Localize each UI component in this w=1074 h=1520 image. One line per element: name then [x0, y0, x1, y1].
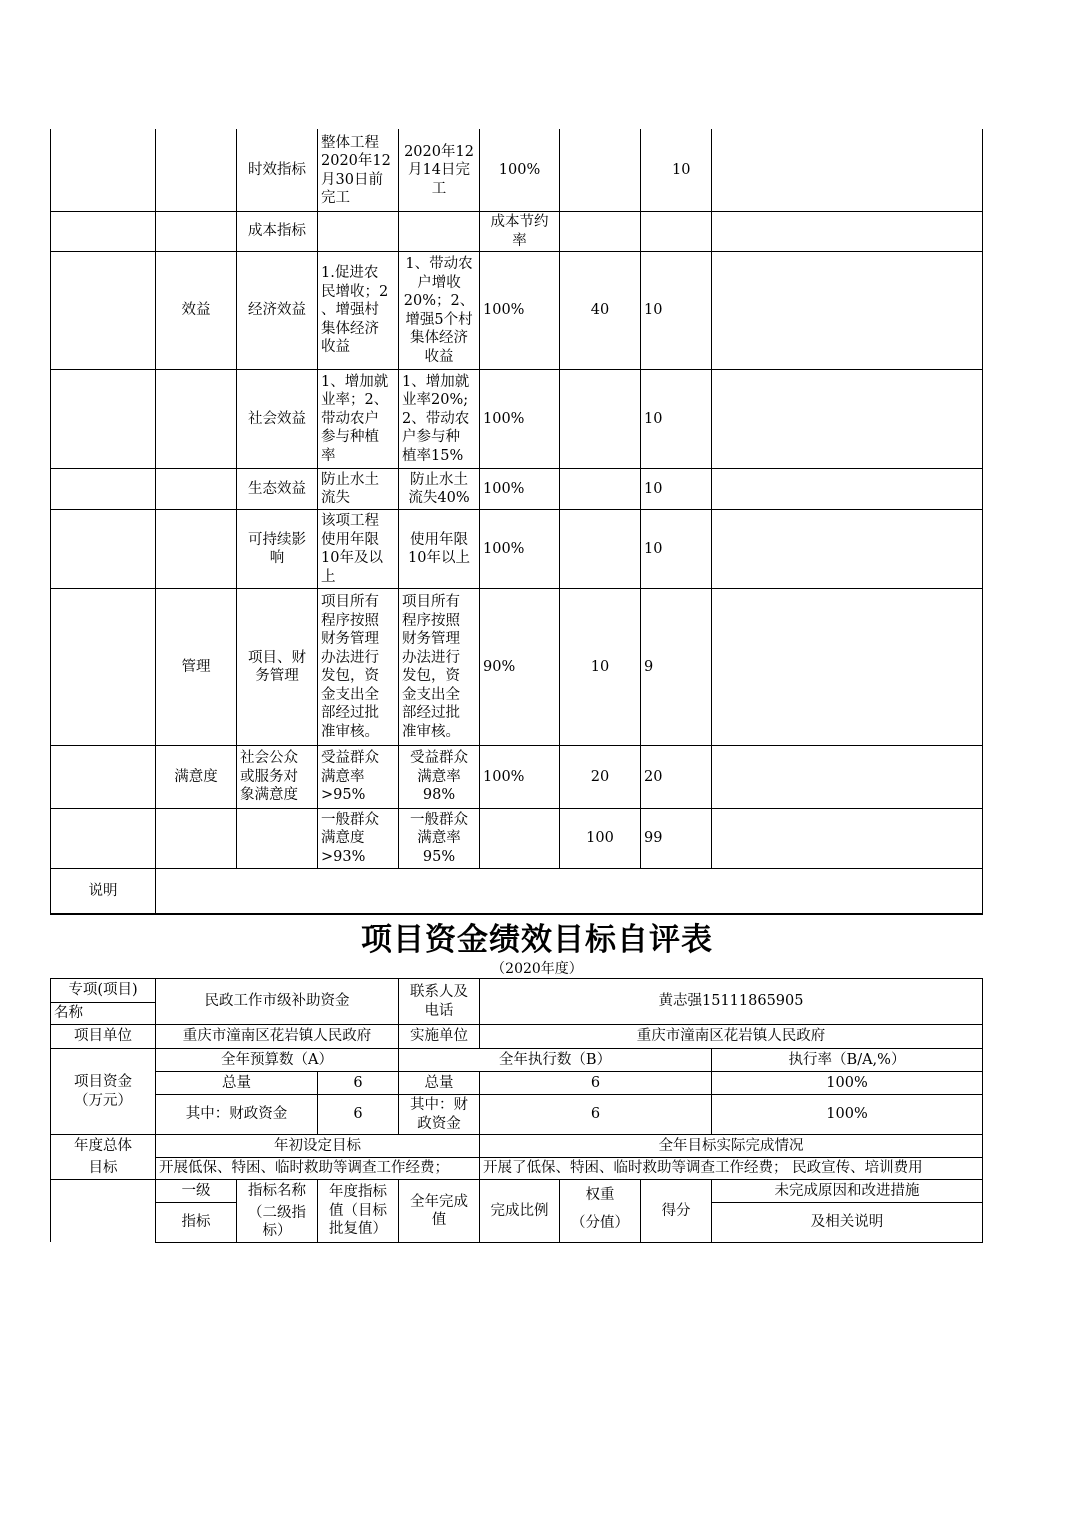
table-cell: 1.促进农 民增收；2 、增强村 集体经济 收益: [321, 265, 389, 356]
table-cell: 100%: [483, 480, 525, 497]
page-title: 项目资金绩效目标自评表: [361, 922, 713, 958]
table-cell: 9: [644, 658, 654, 675]
table-cell: 该项工程 使用年限 10年及以 上: [321, 513, 383, 585]
table-cell: 项目所有 程序按照 财务管理 办法进行 发包，资 金支出全 部经过批 准审核。: [402, 594, 460, 740]
hdr-target: 年度指标 值（目标 批复值）: [329, 1184, 387, 1238]
hdr-actual: 全年完成 值: [410, 1193, 468, 1228]
budget-header: 全年预算数（A）: [221, 1051, 333, 1068]
table-cell: 100%: [483, 540, 525, 557]
table-cell: 100%: [483, 768, 525, 785]
hdr-level2: 指标名称: [248, 1182, 306, 1199]
table-cell: 成本指标: [248, 223, 306, 240]
table-cell: 10: [644, 302, 663, 319]
exec-header: 全年执行数（B）: [498, 1051, 612, 1068]
hdr-weight: （分值）: [571, 1214, 629, 1231]
hdr-note: 未完成原因和改进措施: [774, 1182, 920, 1199]
hdr-ratio: 完成比例: [490, 1202, 549, 1219]
table-cell: 10: [644, 540, 663, 557]
goal-done: 开展了低保、特困、临时救助等调查工作经费； 民政宣传、培训费用: [483, 1160, 923, 1177]
table-cell: 100%: [483, 410, 525, 427]
table-cell: 1、增加就 业率；2、 带动农户 参与种植 率: [321, 373, 389, 464]
rate-header: 执行率（B/A,%）: [788, 1051, 906, 1068]
table-cell: 管理: [181, 658, 211, 675]
table-cell: 10: [672, 162, 691, 179]
table-cell: 项目、财 务管理: [248, 649, 306, 684]
table-cell: 一般群众 满意率 95%: [410, 811, 468, 865]
table-cell: 社会效益: [248, 410, 306, 427]
table-cell: 1、增加就 业率20%; 2、带动农 户参与种 植率15%: [402, 373, 470, 464]
hdr-level2: （二级指 标）: [248, 1204, 306, 1239]
table-cell: 2020年12 月14日完 工: [404, 143, 474, 197]
table-cell: 生态效益: [248, 480, 306, 497]
fiscal-exec: 6: [590, 1106, 601, 1123]
total-budget: 6: [353, 1074, 363, 1091]
year-subtitle: （2020年度）: [491, 961, 583, 977]
goal-set-header: 年初设定目标: [274, 1137, 361, 1154]
goal-label: 年度总体: [74, 1137, 132, 1154]
table-cell: 使用年限 10年以上: [408, 531, 470, 566]
project-label: 名称: [54, 1005, 83, 1022]
table-cell: 20: [644, 768, 663, 785]
explain-label: 说明: [88, 882, 118, 899]
table-cell: 社会公众 或服务对 象满意度: [240, 750, 298, 804]
contact-value: 黄志强15111865905: [658, 993, 804, 1010]
fiscal-label: 其中：财政资金: [185, 1106, 288, 1123]
table-cell: 90%: [483, 658, 516, 675]
total-label: 总量: [222, 1074, 251, 1091]
hdr-note: 及相关说明: [810, 1214, 884, 1231]
goal-done-header: 全年目标实际完成情况: [658, 1137, 804, 1154]
hdr-level1: 一级: [181, 1182, 211, 1199]
table-cell: 项目所有 程序按照 财务管理 办法进行 发包，资 金支出全 部经过批 准审核。: [321, 594, 379, 740]
table-cell: 一般群众 满意度 >93%: [321, 811, 379, 865]
table-cell: 满意度: [174, 768, 218, 785]
table-cell: 防止水土 流失: [321, 471, 379, 506]
table-cell: 100: [586, 830, 614, 847]
table-cell: 可持续影 响: [248, 531, 306, 566]
table-cell: 100%: [483, 302, 525, 319]
table-cell: 整体工程 2020年12 月30日前 完工: [321, 134, 391, 206]
table-cell: 100%: [498, 162, 541, 179]
explain-value: [156, 869, 982, 913]
goal-set: 开展低保、特困、临时救助等调查工作经费；: [159, 1160, 449, 1177]
table-cell: 1、带动农 户增收 20%；2、 增强5个村 集体经济 收益: [403, 256, 475, 365]
total-label-b: 总量: [424, 1074, 454, 1091]
impl-label: 实施单位: [410, 1028, 468, 1045]
contact-label: 联系人及 电话: [410, 984, 468, 1019]
table-cell: 99: [644, 830, 663, 847]
fiscal-rate: 100%: [826, 1106, 868, 1123]
project-name: 民政工作市级补助资金: [204, 993, 350, 1010]
table-cell: 成本节约 率: [490, 214, 549, 249]
table-cell: 防止水土 流失40%: [408, 471, 470, 506]
unit-value: 重庆市潼南区花岩镇人民政府: [182, 1028, 372, 1045]
total-exec: 6: [590, 1074, 601, 1091]
table-cell: 10: [644, 480, 663, 497]
table-cell: 时效指标: [248, 162, 306, 179]
project-label: 专项(项目): [68, 982, 138, 999]
table-cell: 40: [590, 302, 610, 319]
fund-label: 项目资金 （万元）: [74, 1074, 132, 1109]
table-cell: 10: [644, 410, 663, 427]
fiscal-budget: 6: [353, 1106, 363, 1123]
table-cell: 10: [590, 658, 610, 675]
table-cell: 经济效益: [248, 302, 306, 319]
hdr-score: 得分: [661, 1202, 691, 1219]
table-cell: 受益群众 满意率 >95%: [321, 750, 379, 804]
table-cell: 效益: [181, 302, 211, 319]
hdr-weight: 权重: [585, 1186, 615, 1203]
hdr-level1: 指标: [181, 1214, 211, 1231]
table-cell: 20: [590, 768, 610, 785]
fiscal-label-b: 其中：财 政资金: [410, 1097, 468, 1132]
table-cell: 受益群众 满意率 98%: [410, 750, 468, 804]
total-rate: 100%: [826, 1074, 868, 1091]
impl-value: 重庆市潼南区花岩镇人民政府: [636, 1028, 826, 1045]
goal-label: 目标: [88, 1160, 118, 1177]
unit-label: 项目单位: [74, 1028, 132, 1045]
